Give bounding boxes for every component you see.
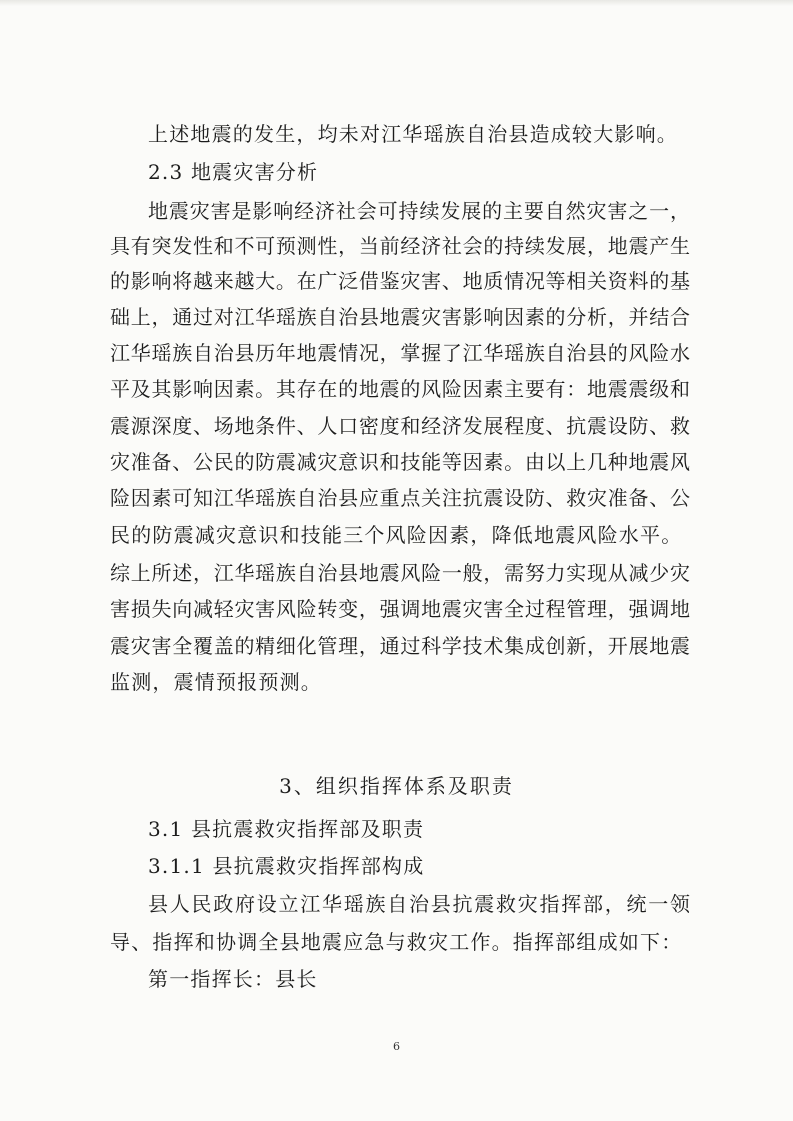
analysis-line-7: 震源深度、场地条件、人口密度和经济发展程度、抗震设防、救 — [110, 414, 690, 438]
section-3-1-1-heading: 3.1.1 县抗震救灾指挥部构成 — [148, 854, 425, 878]
summary-line-4: 监测，震情预报预测。 — [110, 670, 322, 694]
analysis-line-2: 具有突发性和不可预测性，当前经济社会的持续发展，地震产生 — [110, 234, 690, 258]
analysis-line-8: 灾准备、公民的防震减灾意识和技能等因素。由以上几种地震风 — [110, 450, 690, 474]
summary-line-1: 综上所述，江华瑶族自治县地震风险一般，需努力实现从减少灾 — [110, 561, 690, 585]
analysis-line-6: 平及其影响因素。其存在的地震的风险因素主要有：地震震级和 — [110, 377, 690, 401]
section-3-1-heading: 3.1 县抗震救灾指挥部及职责 — [148, 817, 425, 841]
scan-edge — [0, 0, 793, 6]
composition-line-1: 县人民政府设立江华瑶族自治县抗震救灾指挥部，统一领 — [148, 892, 690, 916]
section-2-3-heading: 2.3 地震灾害分析 — [148, 160, 319, 184]
analysis-line-5: 江华瑶族自治县历年地震情况，掌握了江华瑶族自治县的风险水 — [110, 341, 690, 365]
section-3-heading: 3、组织指挥体系及职责 — [279, 774, 514, 798]
analysis-line-1: 地震灾害是影响经济社会可持续发展的主要自然灾害之一， — [148, 199, 690, 223]
analysis-line-4: 础上，通过对江华瑶族自治县地震灾害影响因素的分析，并结合 — [110, 305, 690, 329]
analysis-line-10: 民的防震减灾意识和技能三个风险因素，降低地震风险水平。 — [110, 523, 683, 547]
summary-line-2: 害损失向减轻灾害风险转变，强调地震灾害全过程管理，强调地 — [110, 597, 690, 621]
composition-line-2: 导、指挥和协调全县地震应急与救灾工作。指挥部组成如下： — [110, 930, 683, 954]
paragraph-intro: 上述地震的发生，均未对江华瑶族自治县造成较大影响。 — [148, 122, 678, 146]
page-number: 6 — [393, 1040, 400, 1053]
analysis-line-9: 险因素可知江华瑶族自治县应重点关注抗震设防、救灾准备、公 — [110, 486, 690, 510]
analysis-line-3: 的影响将越来越大。在广泛借鉴灾害、地质情况等相关资料的基 — [110, 269, 690, 293]
first-commander-line: 第一指挥长：县长 — [148, 967, 318, 991]
summary-line-3: 震灾害全覆盖的精细化管理，通过科学技术集成创新，开展地震 — [110, 634, 690, 658]
